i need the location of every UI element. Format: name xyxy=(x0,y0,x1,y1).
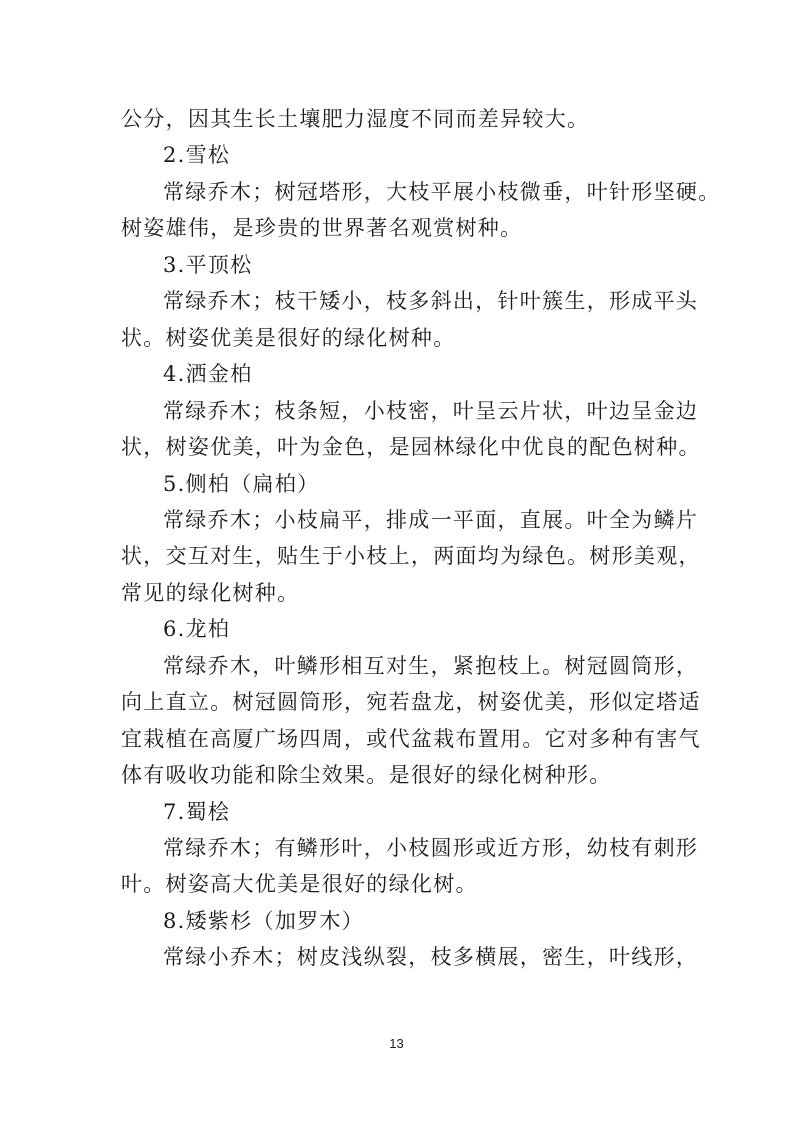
paragraph-line: 状，交互对生，贴生于小枝上，两面均为绿色。树形美观， xyxy=(121,544,701,568)
paragraph-line: 常绿乔木，叶鳞形相互对生，紧抱枝上。树冠圆筒形， xyxy=(163,654,699,678)
section-heading: 5.侧柏（扁柏） xyxy=(163,472,320,496)
paragraph-line: 公分，因其生长土壤肥力湿度不同而差异较大。 xyxy=(121,107,590,131)
paragraph-line: 常见的绿化树种。 xyxy=(121,581,300,605)
paragraph-line: 常绿小乔木；树皮浅纵裂，枝多横展，密生，叶线形， xyxy=(163,945,699,969)
section-heading: 7.蜀桧 xyxy=(163,800,231,824)
paragraph-line: 状，树姿优美，叶为金色，是园林绿化中优良的配色树种。 xyxy=(121,435,701,459)
paragraph-line: 体有吸收功能和除尘效果。是很好的绿化树种形。 xyxy=(121,763,612,787)
section-heading: 6.龙柏 xyxy=(163,617,231,641)
paragraph-line: 树姿雄伟，是珍贵的世界著名观赏树种。 xyxy=(121,216,523,240)
paragraph-line: 常绿乔木；枝条短，小枝密，叶呈云片状，叶边呈金边 xyxy=(163,399,699,423)
paragraph-line: 状。树姿优美是很好的绿化树种。 xyxy=(121,326,456,350)
section-heading: 2.雪松 xyxy=(163,143,231,167)
paragraph-line: 常绿乔木；枝干矮小，枝多斜出，针叶簇生，形成平头 xyxy=(163,289,699,313)
paragraph-line: 叶。树姿高大优美是很好的绿化树。 xyxy=(121,872,478,896)
section-heading: 4.洒金柏 xyxy=(163,362,253,386)
paragraph-line: 向上直立。树冠圆筒形，宛若盘龙，树姿优美，形似定塔适 xyxy=(121,690,701,714)
page-number: 13 xyxy=(389,1036,404,1051)
section-heading: 8.矮紫杉（加罗木） xyxy=(163,909,365,933)
section-heading: 3.平顶松 xyxy=(163,253,253,277)
paragraph-line: 常绿乔木；有鳞形叶，小枝圆形或近方形，幼枝有刺形 xyxy=(163,836,699,860)
paragraph-line: 常绿乔木；小枝扁平，排成一平面，直展。叶全为鳞片 xyxy=(163,508,699,532)
paragraph-line: 宜栽植在高厦广场四周，或代盆栽布置用。它对多种有害气 xyxy=(121,727,701,751)
paragraph-line: 常绿乔木；树冠塔形，大枝平展小枝微垂，叶针形坚硬。 xyxy=(163,180,721,204)
